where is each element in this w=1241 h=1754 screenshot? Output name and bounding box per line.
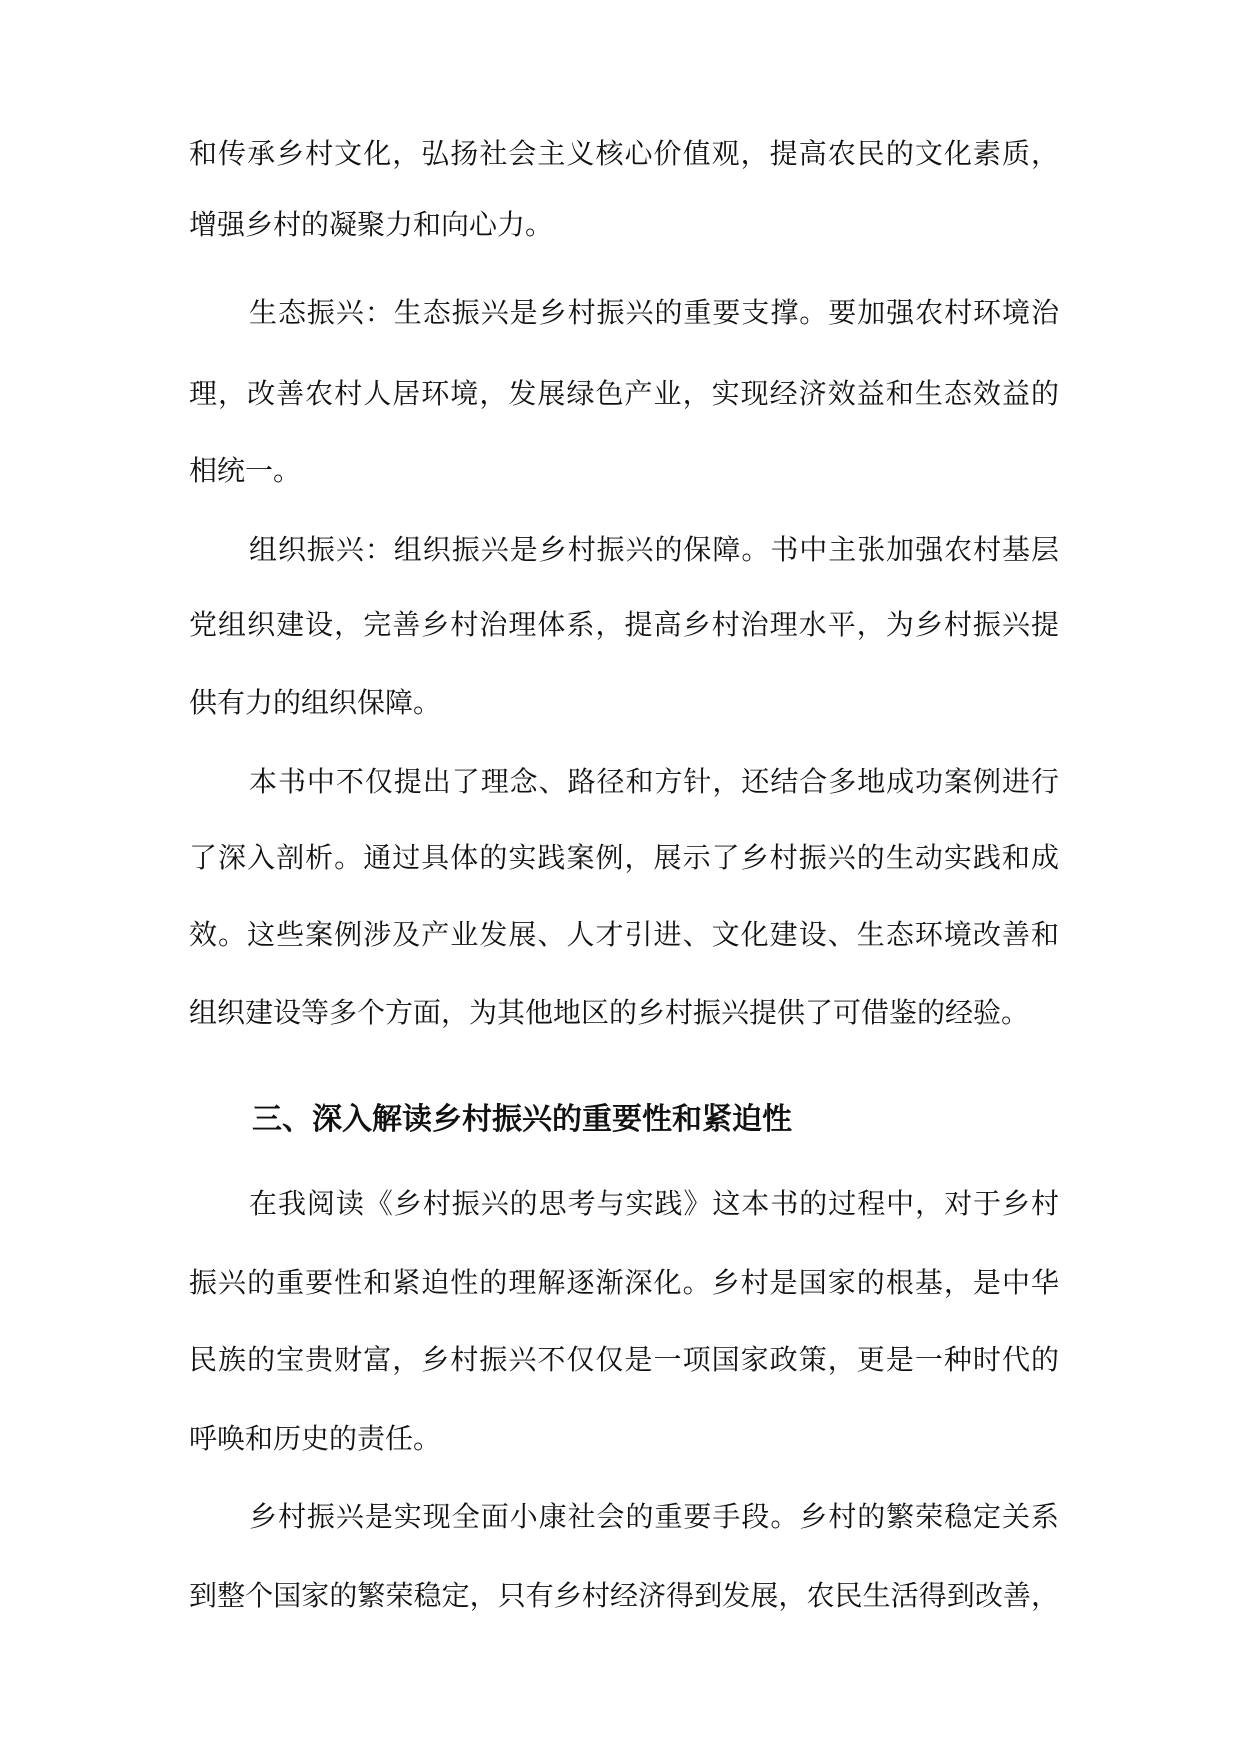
paragraph-line: 供有力的组织保障。 bbox=[189, 686, 442, 719]
paragraph-line: 生态振兴：生态振兴是乡村振兴的重要支撑。要加强农村环境治 bbox=[249, 296, 1059, 329]
paragraph-line: 到整个国家的繁荣稳定，只有乡村经济得到发展，农民生活得到改善， bbox=[189, 1579, 1059, 1612]
section-heading: 三、深入解读乡村振兴的重要性和紧迫性 bbox=[252, 1102, 792, 1137]
paragraph-line: 在我阅读《乡村振兴的思考与实践》这本书的过程中，对于乡村 bbox=[249, 1187, 1059, 1220]
paragraph-line: 组织建设等多个方面，为其他地区的乡村振兴提供了可借鉴的经验。 bbox=[189, 996, 1030, 1029]
paragraph-line: 了深入剖析。通过具体的实践案例，展示了乡村振兴的生动实践和成 bbox=[189, 841, 1059, 874]
paragraph-line: 增强乡村的凝聚力和向心力。 bbox=[189, 208, 554, 241]
paragraph-line: 呼唤和历史的责任。 bbox=[189, 1422, 442, 1455]
paragraph-line: 相统一。 bbox=[189, 454, 302, 487]
paragraph-line: 党组织建设，完善乡村治理体系，提高乡村治理水平，为乡村振兴提 bbox=[189, 608, 1059, 641]
paragraph-line: 本书中不仅提出了理念、路径和方针，还结合多地成功案例进行 bbox=[249, 765, 1059, 798]
paragraph-line: 民族的宝贵财富，乡村振兴不仅仅是一项国家政策，更是一种时代的 bbox=[189, 1343, 1059, 1376]
paragraph-line: 效。这些案例涉及产业发展、人才引进、文化建设、生态环境改善和 bbox=[189, 918, 1059, 951]
paragraph-line: 乡村振兴是实现全面小康社会的重要手段。乡村的繁荣稳定关系 bbox=[249, 1500, 1059, 1533]
paragraph-line: 振兴的重要性和紧迫性的理解逐渐深化。乡村是国家的根基，是中华 bbox=[189, 1266, 1059, 1299]
paragraph-line: 理，改善农村人居环境，发展绿色产业，实现经济效益和生态效益的 bbox=[189, 377, 1059, 410]
paragraph-line: 和传承乡村文化，弘扬社会主义核心价值观，提高农民的文化素质， bbox=[189, 137, 1059, 170]
paragraph-line: 组织振兴：组织振兴是乡村振兴的保障。书中主张加强农村基层 bbox=[249, 533, 1059, 566]
